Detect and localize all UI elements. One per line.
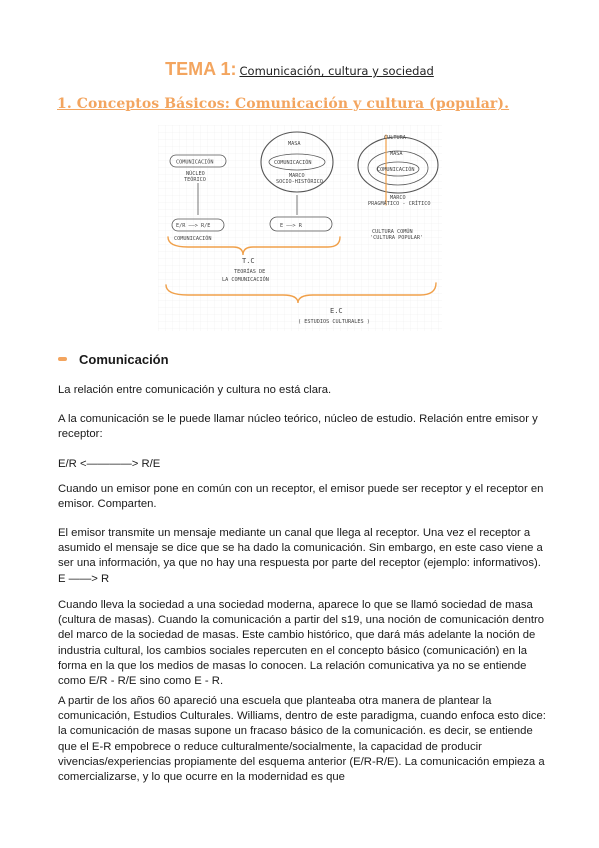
er-mid-text: E ——> R [280, 223, 302, 229]
er-left-label: COMUNICACIÓN [174, 236, 212, 242]
concept-sketch [158, 125, 442, 331]
paragraph-text: Cuando un emisor pone en común con un receptor, el emisor puede ser receptor y el receptor en emisor. Comparten. [58, 483, 544, 511]
paragraph [58, 412, 546, 442]
paragraph [58, 694, 546, 785]
section-heading: 1. Conceptos Básicos: Comunicación y cultura (popular). [57, 96, 510, 112]
tema-subtitle: Comunicación, cultura y sociedad [239, 64, 434, 78]
tema-label: TEMA 1: [165, 59, 237, 79]
right-sub-1: MARCO [390, 195, 406, 201]
paragraph [58, 457, 546, 472]
right-top-text: CULTURA [384, 135, 406, 141]
left-sub-2: TEÓRICO [184, 177, 206, 183]
mid-sub-2: SOCIO-HISTÓRICO [276, 179, 323, 185]
tc-sub-2: LA COMUNICACIÓN [222, 277, 269, 283]
tc-sub-1: TEORÍAS DE [234, 269, 266, 275]
cultural-1: CULTURA COMÚN [372, 229, 413, 235]
paragraph [58, 383, 546, 398]
left-sub-1: NÚCLEO [186, 171, 205, 177]
mid-top-text: MASA [288, 141, 301, 147]
cultural-2: 'CULTURA POPULAR' [370, 235, 424, 241]
left-box-text: COMUNICACIÓN [176, 159, 214, 166]
paragraph [58, 526, 546, 587]
paragraph-text: La relación entre comunicación y cultura no está clara. [58, 384, 332, 396]
paragraph [58, 598, 546, 689]
mid-sub-1: MARCO [289, 173, 305, 179]
subheading-text: Comunicación [79, 352, 169, 367]
paragraph [58, 482, 546, 512]
document-title [0, 59, 599, 80]
paragraph-text: E/R <————> R/E [58, 458, 161, 470]
bullet-dash-icon [58, 357, 67, 361]
right-sub-2: PRAGMÁTICO - CRÍTICO [368, 201, 431, 207]
tc-text: T.C [242, 257, 255, 265]
subheading [58, 352, 169, 367]
right-box-text: COMUNICACIÓN [377, 167, 415, 173]
mid-box-text: COMUNICACIÓN [274, 160, 312, 166]
right-mid-text: MASA [390, 151, 403, 157]
ec-text: E.C [330, 307, 343, 315]
paragraph-text: A partir de los años 60 apareció una escuela que planteaba otra manera de plantear la comunicación, Estudios Culturales. Williams, dentro de este paradigma, cuando enfoca esto dice: la comunicación de masas supone un fracaso básico de la comunicación. es decir, se entiende que el E-R empobrece o reduce culturalmente/socialmente, la capacidad de producir vivencias/experiencias propiamente del esquema anterior (E/R-R/E). La comunicación empieza a comercializarse, y lo que ocurre en la modernidad es que [58, 695, 546, 784]
paragraph-text: Cuando lleva la sociedad a una sociedad moderna, aparece lo que se llamó sociedad de masa (cultura de masas). Cuando la comunicación a partir del s19, una noción de comunicación dentro del marco de la sociedad de masas. Este cambio histórico, que dará más adelante la noción de industria cultural, los cambios sociales repercuten en el concepto básico (comunicación) en la forma en la que los medios de masas lo conocen. La relación comunicativa ya no se entiende como E/R - R/E sino como E - R. [58, 599, 545, 688]
paragraph-text: El emisor transmite un mensaje mediante un canal que llega al receptor. Una vez el receptor a asumido el mensaje se dice que se ha dado la comunicación. Sin embargo, en este caso viene a ser una información, ya que no hay una respuesta por parte del receptor (ejemplo: informativos). E ——> R [58, 527, 543, 585]
paragraph-text: A la comunicación se le puede llamar núcleo teórico, núcleo de estudio. Relación entre emisor y receptor: [58, 413, 538, 441]
er-left-text: E/R ——> R/E [176, 223, 211, 229]
ec-sub: ( ESTUDIOS CULTURALES ) [298, 319, 370, 325]
